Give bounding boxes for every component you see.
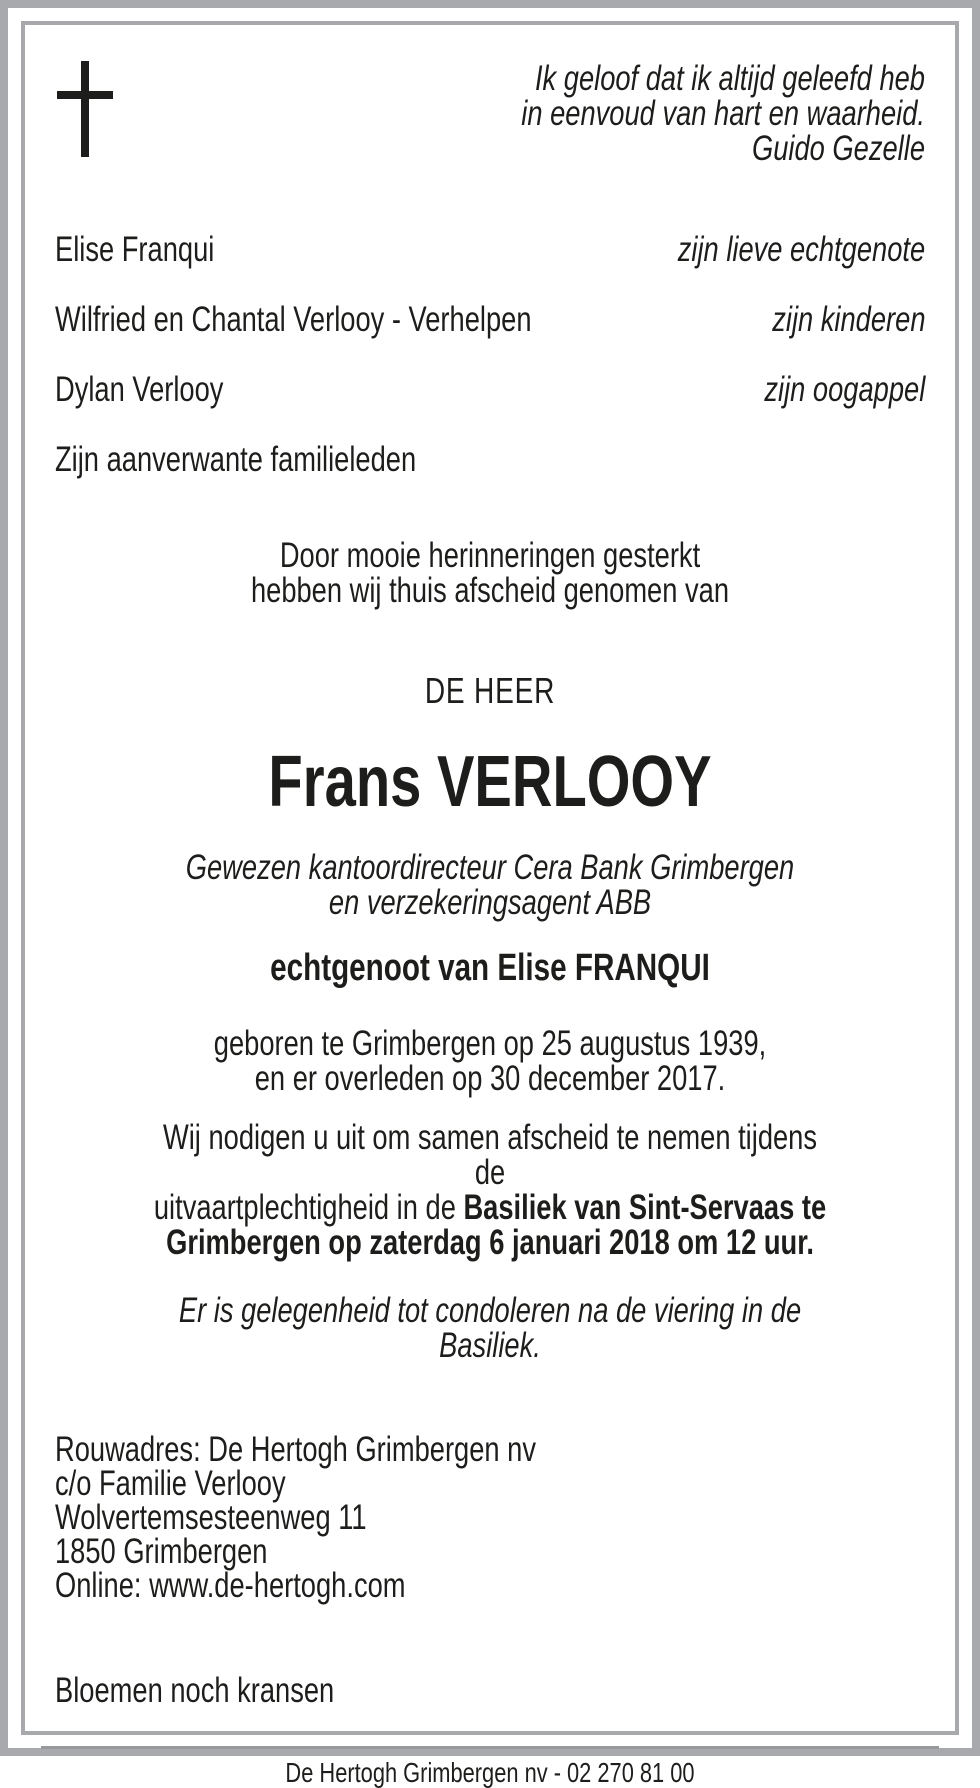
obituary-card — [21, 21, 959, 1788]
birth-death-block — [151, 1026, 830, 1096]
service-line-3: Grimbergen op zaterdag 6 januari 2018 om 12 uur. — [166, 1223, 814, 1262]
career-line-2: en verzekeringsagent ABB — [328, 883, 652, 922]
announcement — [151, 538, 830, 608]
mourning-address — [55, 1430, 734, 1605]
announcement-line-1: Door mooie herinneringen gesterkt — [279, 536, 701, 575]
announcement-line-2: hebben wij thuis afscheid genomen van — [250, 571, 730, 610]
quote-line-1: Ik geloof dat ik altijd geleefd heb — [534, 59, 925, 98]
address-line: Wolvertemsesteenweg 11 — [55, 1498, 367, 1537]
quote-attribution: Guido Gezelle — [751, 129, 925, 168]
header — [55, 61, 925, 166]
service-line-1: Wij nodigen u uit om samen afscheid te nemen tijdens de — [162, 1118, 818, 1192]
funeral-home-footer: De Hertogh Grimbergen nv - 02 270 81 00 — [285, 1757, 695, 1788]
address-line: Rouwadres: De Hertogh Grimbergen nv — [55, 1430, 537, 1469]
relative-name: Dylan Verlooy — [55, 370, 224, 409]
relatives-list — [55, 232, 925, 477]
address-line: c/o Familie Verlooy — [55, 1464, 286, 1503]
deceased-name: Frans VERLOOY — [268, 742, 712, 822]
service-line-2-bold: Basiliek van Sint-Servaas te — [463, 1188, 827, 1227]
deceased-title: DE HEER — [424, 670, 556, 711]
relative-relation: zijn lieve echtgenote — [677, 230, 925, 269]
cross-icon — [57, 61, 113, 157]
flowers-note: Bloemen noch kransen — [55, 1671, 335, 1710]
address-line: 1850 Grimbergen — [55, 1532, 268, 1571]
relative-name: Zijn aanverwante familieleden — [55, 440, 417, 479]
relative-row — [55, 442, 925, 477]
relative-row — [55, 302, 925, 337]
career-block — [151, 850, 830, 920]
footer-divider — [41, 1746, 939, 1749]
service-line-2-regular: uitvaartplechtigheid in de — [153, 1188, 464, 1227]
quote-line-2: in eenvoud van hart en waarheid. — [521, 94, 925, 133]
quote-block — [246, 61, 925, 166]
spouse-line: echtgenoot van Elise FRANQUI — [270, 947, 710, 989]
relative-row — [55, 372, 925, 407]
relative-relation: zijn kinderen — [771, 300, 925, 339]
service-line-2 — [151, 1190, 830, 1225]
relative-relation: zijn oogappel — [764, 370, 925, 409]
condolence-line: Er is gelegenheid tot condoleren na de viering in de Basiliek. — [178, 1291, 802, 1365]
relative-row — [55, 232, 925, 267]
relative-name: Elise Franqui — [55, 230, 215, 269]
relative-name: Wilfried en Chantal Verlooy - Verhelpen — [55, 300, 532, 339]
born-line: geboren te Grimbergen op 25 augustus 1939, — [213, 1024, 767, 1063]
address-line: Online: www.de-hertogh.com — [55, 1566, 406, 1605]
service-block — [151, 1120, 830, 1260]
career-line-1: Gewezen kantoordirecteur Cera Bank Grimbergen — [185, 848, 795, 887]
died-line: en er overleden op 30 december 2017. — [254, 1059, 726, 1098]
